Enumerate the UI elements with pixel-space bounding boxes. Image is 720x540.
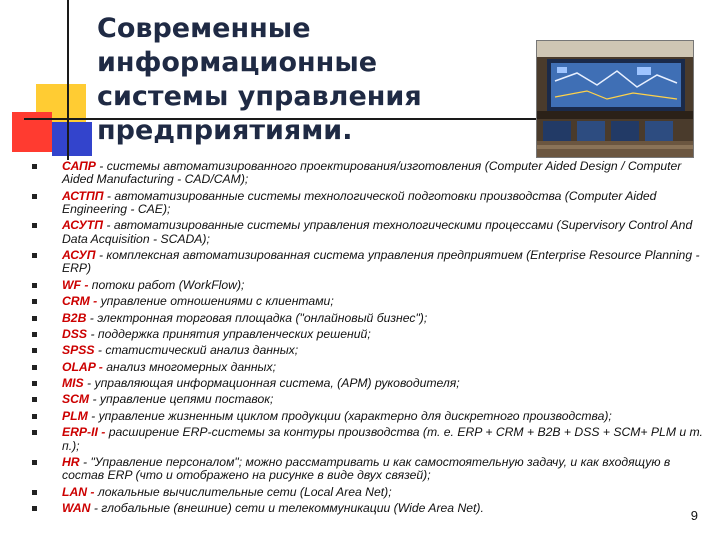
- list-item: [24, 312, 706, 325]
- bullet-icon: [32, 430, 37, 435]
- list-item: [24, 456, 706, 483]
- bullet-icon: [32, 460, 37, 465]
- item-description: - статистический анализ данных;: [94, 343, 299, 358]
- list-item: [24, 361, 706, 374]
- bullet-icon: [32, 164, 37, 169]
- item-term: АСУТП: [62, 218, 103, 233]
- item-description: - глобальные (внешние) сети и телекоммуникации (Wide Area Net).: [90, 501, 484, 516]
- item-term: MIS: [62, 376, 84, 391]
- bullet-icon: [32, 332, 37, 337]
- systems-list: [24, 160, 706, 518]
- item-term: DSS: [62, 326, 88, 341]
- bullet-icon: [32, 299, 37, 304]
- item-term: HR: [62, 454, 80, 469]
- item-description: - управляющая информационная система, (АРМ) руководителя;: [83, 376, 460, 391]
- item-description: управление отношениями с клиентами;: [97, 294, 334, 309]
- bullet-icon: [32, 490, 37, 495]
- list-item: [24, 393, 706, 406]
- slide-title: Современные информационные системы управления предприятиями.: [97, 13, 422, 146]
- item-term: OLAP -: [62, 359, 103, 374]
- bullet-icon: [32, 316, 37, 321]
- item-term: АСТПП: [62, 188, 104, 203]
- list-item: [24, 486, 706, 499]
- list-item: [24, 219, 706, 246]
- item-description: расширение ERP-системы за контуры производства (т. е. ERP + CRM + B2B + DSS + SCM+ PLM и т. п.);: [62, 425, 703, 453]
- item-description: - электронная торговая площадка ("онлайновый бизнес");: [86, 310, 428, 325]
- decor-vertical-line: [67, 0, 69, 160]
- item-term: LAN -: [62, 484, 95, 499]
- item-description: - управление жизненным циклом продукции (характерно для дискретного производства);: [87, 408, 612, 423]
- item-term: ERP-II -: [62, 425, 106, 440]
- item-term: WAN: [62, 501, 91, 516]
- item-description: - поддержка принятия управленческих решений;: [87, 326, 371, 341]
- control-room-photo: [536, 40, 694, 158]
- item-description: потоки работ (WorkFlow);: [88, 277, 245, 292]
- bullet-icon: [32, 506, 37, 511]
- item-description: - комплексная автоматизированная система управления предприятием (Enterprise Resource Planning - ERP): [62, 248, 700, 276]
- item-description: - системы автоматизированного проектирования/изготовления (Computer Aided Design / Computer Aided Manufacturing - CAD/CAM);: [62, 159, 682, 187]
- decor-blue-square: [52, 122, 92, 156]
- item-description: - автоматизированные системы технологической подготовки производства (Computer Aided Engineering - CAE);: [62, 188, 657, 216]
- item-term: WF -: [62, 277, 89, 292]
- page-number: 9: [690, 508, 698, 523]
- item-description: анализ многомерных данных;: [102, 359, 277, 374]
- list-item: [24, 249, 706, 276]
- item-term: B2B: [62, 310, 87, 325]
- item-term: АСУП: [62, 248, 96, 263]
- item-term: CRM -: [62, 294, 98, 309]
- list-item: [24, 190, 706, 217]
- item-description: - "Управление персоналом"; можно рассматривать и как самостоятельную задачу, и как входящую в состав ERP (что и отображено на рисунке в виде двух связей);: [62, 454, 671, 483]
- list-item: [24, 328, 706, 341]
- bullet-icon: [32, 283, 37, 288]
- list-item: [24, 344, 706, 357]
- bullet-icon: [32, 253, 37, 258]
- bullet-icon: [32, 223, 37, 228]
- list-item: [24, 279, 706, 292]
- list-item: [24, 410, 706, 423]
- item-description: - управление цепями поставок;: [89, 392, 274, 407]
- bullet-icon: [32, 381, 37, 386]
- item-term: SPSS: [62, 343, 95, 358]
- bullet-icon: [32, 194, 37, 199]
- bullet-icon: [32, 365, 37, 370]
- list-item: [24, 377, 706, 390]
- item-description: локальные вычислительные сети (Local Area Net);: [94, 484, 392, 499]
- list-item: [24, 295, 706, 308]
- item-description: - автоматизированные системы управления технологическими процессами (Supervisory Control And Data Acquisition - SCADA);: [62, 218, 693, 246]
- control-room-image: [537, 41, 693, 157]
- bullet-icon: [32, 414, 37, 419]
- list-item: [24, 160, 706, 187]
- list-item: [24, 502, 706, 515]
- item-term: САПР: [62, 159, 96, 173]
- item-term: SCM: [62, 392, 90, 407]
- list-item: [24, 426, 706, 453]
- bullet-icon: [32, 348, 37, 353]
- item-term: PLM: [62, 408, 88, 423]
- bullet-icon: [32, 397, 37, 402]
